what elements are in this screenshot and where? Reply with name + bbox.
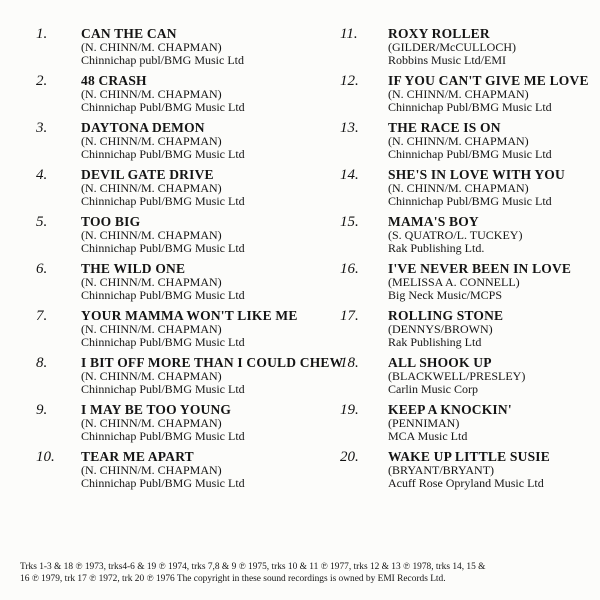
track-publisher: Chinnichap Publ/BMG Music Ltd [81, 100, 245, 114]
track-title: I BIT OFF MORE THAN I COULD CHEW [81, 355, 344, 370]
track-title: IF YOU CAN'T GIVE ME LOVE [388, 73, 589, 88]
track-number: 3. [36, 120, 48, 136]
track-number: 18. [340, 355, 359, 371]
track-info [388, 214, 522, 255]
track-item [36, 308, 306, 355]
track-number: 17. [340, 308, 359, 324]
track-number: 9. [36, 402, 48, 418]
track-publisher: Acuff Rose Opryland Music Ltd [388, 476, 544, 490]
track-publisher: Rak Publishing Ltd. [388, 241, 485, 255]
track-publisher: Chinnichap Publ/BMG Music Ltd [388, 194, 552, 208]
track-title: SHE'S IN LOVE WITH YOU [388, 167, 565, 182]
track-number: 16. [340, 261, 359, 277]
track-number: 12. [340, 73, 359, 89]
track-number: 4. [36, 167, 48, 183]
track-title: MAMA'S BOY [388, 214, 479, 229]
track-writers: (N. CHINN/M. CHAPMAN) [81, 275, 222, 289]
track-publisher: Big Neck Music/MCPS [388, 288, 503, 302]
track-item [340, 355, 600, 402]
track-info [388, 26, 516, 67]
track-publisher: Chinnichap Publ/BMG Music Ltd [81, 335, 245, 349]
track-item [340, 73, 600, 120]
track-title: ROXY ROLLER [388, 26, 490, 41]
track-publisher: Chinnichap Publ/BMG Music Ltd [81, 288, 245, 302]
track-info [81, 402, 245, 443]
track-title: 48 CRASH [81, 73, 147, 88]
track-publisher: Chinnichap Publ/BMG Music Ltd [81, 241, 245, 255]
track-publisher: Chinnichap Publ/BMG Music Ltd [81, 429, 245, 443]
track-title: KEEP A KNOCKIN' [388, 402, 512, 417]
track-writers: (N. CHINN/M. CHAPMAN) [388, 87, 529, 101]
track-item [340, 449, 600, 496]
track-item [36, 120, 306, 167]
copyright-line: 16 ℗ 1979, trk 17 ℗ 1972, trk 20 ℗ 1976 The copyright in these sound recordings is owned by EMI Records Ltd. [20, 574, 446, 584]
track-publisher: Robbins Music Ltd/EMI [388, 53, 507, 67]
track-info [388, 449, 550, 490]
track-list-right [340, 26, 600, 496]
track-writers: (MELISSA A. CONNELL) [388, 275, 520, 289]
track-title: TOO BIG [81, 214, 141, 229]
track-writers: (DENNYS/BROWN) [388, 322, 493, 336]
track-info [388, 355, 525, 396]
track-item [340, 26, 600, 73]
track-writers: (N. CHINN/M. CHAPMAN) [81, 463, 222, 477]
track-writers: (PENNIMAN) [388, 416, 460, 430]
track-title: DEVIL GATE DRIVE [81, 167, 214, 182]
track-item [36, 73, 306, 120]
track-info [81, 120, 245, 161]
track-writers: (GILDER/McCULLOCH) [388, 40, 516, 54]
track-writers: (BLACKWELL/PRESLEY) [388, 369, 526, 383]
track-item [36, 167, 306, 214]
track-number: 10. [36, 449, 55, 465]
track-writers: (N. CHINN/M. CHAPMAN) [81, 369, 222, 383]
track-writers: (S. QUATRO/L. TUCKEY) [388, 228, 523, 242]
track-writers: (N. CHINN/M. CHAPMAN) [388, 181, 529, 195]
track-info [81, 167, 245, 208]
track-publisher: Rak Publishing Ltd [388, 335, 482, 349]
track-writers: (N. CHINN/M. CHAPMAN) [81, 40, 222, 54]
track-writers: (N. CHINN/M. CHAPMAN) [81, 87, 222, 101]
track-number: 7. [36, 308, 48, 324]
track-info [81, 73, 245, 114]
track-info [81, 261, 245, 302]
track-publisher: MCA Music Ltd [388, 429, 468, 443]
track-number: 20. [340, 449, 359, 465]
track-item [340, 261, 600, 308]
track-publisher: Chinnichap Publ/BMG Music Ltd [388, 100, 552, 114]
track-publisher: Chinnichap publ/BMG Music Ltd [81, 53, 244, 67]
track-number: 19. [340, 402, 359, 418]
track-title: CAN THE CAN [81, 26, 177, 41]
track-writers: (N. CHINN/M. CHAPMAN) [81, 134, 222, 148]
track-info [388, 73, 589, 114]
track-writers: (N. CHINN/M. CHAPMAN) [81, 228, 222, 242]
track-title: ALL SHOOK UP [388, 355, 492, 370]
track-publisher: Chinnichap Publ/BMG Music Ltd [81, 194, 245, 208]
track-info [81, 214, 245, 255]
track-publisher: Chinnichap Publ/BMG Music Ltd [81, 476, 245, 490]
track-info [388, 120, 552, 161]
track-info [81, 355, 343, 396]
track-item [340, 308, 600, 355]
track-item [340, 214, 600, 261]
track-title: WAKE UP LITTLE SUSIE [388, 449, 550, 464]
track-info [81, 449, 245, 490]
copyright-line: Trks 1-3 & 18 ℗ 1973, trks4-6 & 19 ℗ 1974, trks 7,8 & 9 ℗ 1975, trks 10 & 11 ℗ 1977, trks 12 & 13 ℗ 1978, trks 14, 15 & [20, 562, 486, 572]
track-publisher: Chinnichap Publ/BMG Music Ltd [81, 147, 245, 161]
track-writers: (BRYANT/BRYANT) [388, 463, 495, 477]
track-title: THE WILD ONE [81, 261, 186, 276]
track-number: 13. [340, 120, 359, 136]
track-title: TEAR ME APART [81, 449, 194, 464]
track-number: 1. [36, 26, 48, 42]
track-item [340, 120, 600, 167]
track-publisher: Chinnichap Publ/BMG Music Ltd [388, 147, 552, 161]
track-writers: (N. CHINN/M. CHAPMAN) [81, 181, 222, 195]
track-info [388, 261, 571, 302]
track-number: 8. [36, 355, 48, 371]
track-item [36, 355, 344, 402]
track-title: THE RACE IS ON [388, 120, 501, 135]
track-item [36, 261, 306, 308]
track-item [36, 26, 306, 73]
track-item [340, 402, 600, 449]
track-title: I MAY BE TOO YOUNG [81, 402, 232, 417]
track-info [81, 308, 298, 349]
track-list-left [36, 26, 344, 496]
track-item [36, 402, 306, 449]
track-number: 15. [340, 214, 359, 230]
track-publisher: Carlin Music Corp [388, 382, 478, 396]
track-info [388, 402, 512, 443]
track-item [36, 449, 306, 496]
track-info [388, 308, 503, 349]
track-number: 6. [36, 261, 48, 277]
track-number: 14. [340, 167, 359, 183]
track-number: 5. [36, 214, 48, 230]
track-writers: (N. CHINN/M. CHAPMAN) [81, 322, 222, 336]
track-info [81, 26, 244, 67]
track-publisher: Chinnichap Publ/BMG Music Ltd [81, 382, 245, 396]
track-writers: (N. CHINN/M. CHAPMAN) [81, 416, 222, 430]
copyright-footer [20, 561, 582, 585]
track-title: I'VE NEVER BEEN IN LOVE [388, 261, 572, 276]
track-title: ROLLING STONE [388, 308, 504, 323]
track-item [340, 167, 600, 214]
track-number: 11. [340, 26, 358, 42]
track-item [36, 214, 306, 261]
track-info [388, 167, 565, 208]
track-writers: (N. CHINN/M. CHAPMAN) [388, 134, 529, 148]
track-title: YOUR MAMMA WON'T LIKE ME [81, 308, 298, 323]
track-title: DAYTONA DEMON [81, 120, 205, 135]
track-number: 2. [36, 73, 48, 89]
